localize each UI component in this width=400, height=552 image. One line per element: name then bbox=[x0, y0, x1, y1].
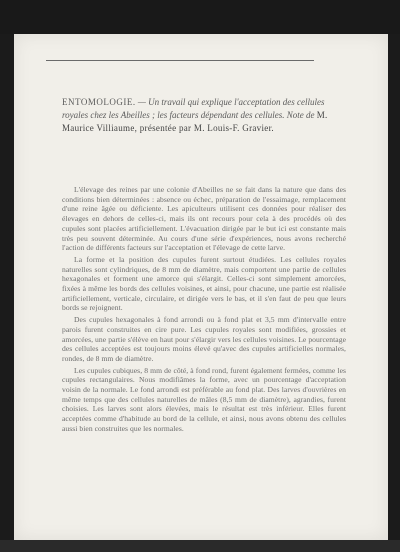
section-label: ENTOMOLOGIE. bbox=[62, 97, 136, 107]
header-rule bbox=[46, 60, 314, 61]
article-header bbox=[62, 96, 350, 135]
article-title: — Un travail qui explique l'acceptation des cellules royales chez les Abeilles ; les facteurs dépendant des cellules. Note de bbox=[62, 97, 325, 120]
author-line: M. Maurice Villiaume, présentée par M. Louis-F. Gravier. bbox=[62, 110, 328, 133]
scanner-bottom-border bbox=[0, 540, 400, 552]
scanner-top-border bbox=[0, 0, 400, 34]
paragraph-1: L'élevage des reines par une colonie d'Abeilles ne se fait dans la nature que dans des conditions bien déterminées : absence ou échec, préparation de l'essaimage, remplacement d'une reine âgée ou déficiente. Les apiculteurs utilisent ces données pour réaliser des élevages en dehors de celles-ci, mais ils ont recours pour cela à des procédés où des cupules sont placées artificiellement. L'évacuation dirigée par le but ici est constante mais très peu souvent déterminée. Au cours d'une série d'expériences, nous avons recherché l'action de différents facteurs sur l'acceptation et l'élevage de cette larve. bbox=[62, 185, 346, 253]
paragraph-3: Des cupules hexagonales à fond arrondi ou à fond plat et 3,5 mm d'intervalle entre parois furent construites en cire pure. Les cupules royales sont modifiées, grossies et amorcées, une partie s'élève en haut pour s'élargir vers les cellules voisines. Le pourcentage des cellules acceptées est toujours moins élevé qu'avec des cupules artificielles normales, rondes, de 8 mm de diamètre. bbox=[62, 315, 346, 363]
paragraph-4: Les cupules cubiques, 8 mm de côté, à fond rond, furent également fermées, comme les cupules rectangulaires. Nous modifiâmes la forme, avec un pourcentage d'acceptation voisin de la normale. Le fond arrondi est préférable au fond plat. Des larves d'ouvrières en même temps que des cellules naturelles de mâles (8,5 mm de diamètre), agrandies, furent choisies. Les larves sont alors élevées, mais le résultat est très inférieur. Elles furent acceptées comme d'habitude au bord de la cellule, et ainsi, nous avons obtenu des cellules aussi bien construites que les normales. bbox=[62, 365, 346, 433]
article-body bbox=[62, 185, 346, 434]
paragraph-2: La forme et la position des cupules furent surtout étudiées. Les cellules royales naturelles sont cylindriques, de 8 mm de diamètre, mais comportent une partie de cellules hexagonales et forment une amorce qui s'élargit. Celles-ci sont simplement amorcées, fixées à même les bords des cellules voisines, et ainsi, pour chacune, une partie est réalisée artificiellement, verticale, circulaire, et dirigée vers le bas, et il s'en faut de peu que leurs bords se rejoignent. bbox=[62, 254, 346, 313]
